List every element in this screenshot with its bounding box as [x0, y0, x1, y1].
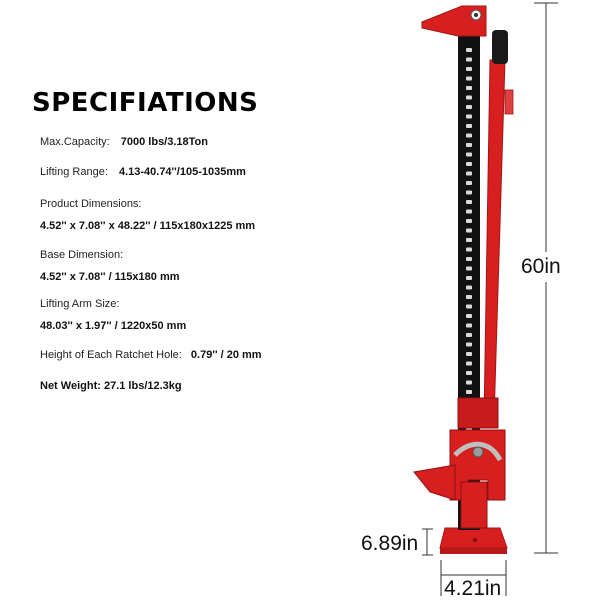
base-height-dimension-label: 6.89in	[361, 532, 419, 555]
jack-base-plate	[440, 528, 507, 554]
ratchet-hole	[466, 77, 472, 81]
ratchet-hole	[466, 295, 472, 299]
ratchet-hole	[466, 181, 472, 185]
ratchet-hole	[466, 191, 472, 195]
spec-value: Net Weight: 27.1 lbs/12.3kg	[40, 380, 182, 392]
ratchet-hole	[466, 115, 472, 119]
base-width-dimension-label: 4.21in	[444, 577, 502, 600]
spec-label: Product Dimensions:	[40, 198, 142, 210]
spec-label: Lifting Range:	[40, 166, 108, 178]
ratchet-hole	[466, 58, 472, 62]
ratchet-hole	[466, 276, 472, 280]
ratchet-hole	[466, 314, 472, 318]
ratchet-hole	[466, 200, 472, 204]
ratchet-hole	[466, 371, 472, 375]
ratchet-hole	[466, 257, 472, 261]
spec-value: 0.79'' / 20 mm	[190, 349, 262, 361]
ratchet-hole	[466, 324, 472, 328]
ratchet-hole	[466, 124, 472, 128]
spec-value: 4.52'' x 7.08'' / 115x180 mm	[40, 271, 180, 283]
ratchet-hole	[466, 172, 472, 176]
ratchet-hole	[466, 267, 472, 271]
ratchet-hole	[466, 105, 472, 109]
ratchet-hole	[466, 362, 472, 366]
ratchet-hole	[466, 238, 472, 242]
ratchet-hole	[466, 343, 472, 347]
spec-label: Max.Capacity:	[40, 136, 110, 148]
ratchet-hole	[466, 229, 472, 233]
spec-value: 4.52'' x 7.08'' x 48.22'' / 115x180x1225 mm	[40, 220, 256, 232]
spec-value: 48.03'' x 1.97'' / 1220x50 mm	[40, 320, 187, 332]
ratchet-hole	[466, 305, 472, 309]
jack-nose	[414, 465, 455, 500]
ratchet-hole	[466, 96, 472, 100]
ratchet-hole	[466, 210, 472, 214]
lifting-arm	[484, 30, 513, 420]
ratchet-hole	[466, 286, 472, 290]
ratchet-hole	[466, 390, 472, 394]
ratchet-hole	[466, 143, 472, 147]
ratchet-hole	[466, 153, 472, 157]
spec-value: 4.13-40.74''/105-1035mm	[118, 166, 246, 178]
ratchet-hole	[466, 162, 472, 166]
spec-label: Base Dimension:	[40, 249, 124, 261]
height-dimension-label: 60in	[521, 255, 561, 278]
ratchet-hole	[466, 381, 472, 385]
ratchet-hole	[466, 352, 472, 356]
base-height-dimension-line	[422, 529, 433, 555]
ratchet-hole	[466, 67, 472, 71]
ratchet-hole	[466, 48, 472, 52]
ratchet-hole	[466, 86, 472, 90]
ratchet-hole	[466, 134, 472, 138]
page-title: SPECIFIATIONS	[32, 88, 259, 118]
spec-label: Height of Each Ratchet Hole:	[40, 349, 182, 361]
ratchet-hole	[466, 333, 472, 337]
ratchet-hole	[466, 248, 472, 252]
spec-value: 7000 lbs/3.18Ton	[120, 136, 208, 148]
top-clamp	[422, 6, 486, 36]
ratchet-hole	[466, 219, 472, 223]
spec-label: Lifting Arm Size:	[40, 298, 120, 310]
